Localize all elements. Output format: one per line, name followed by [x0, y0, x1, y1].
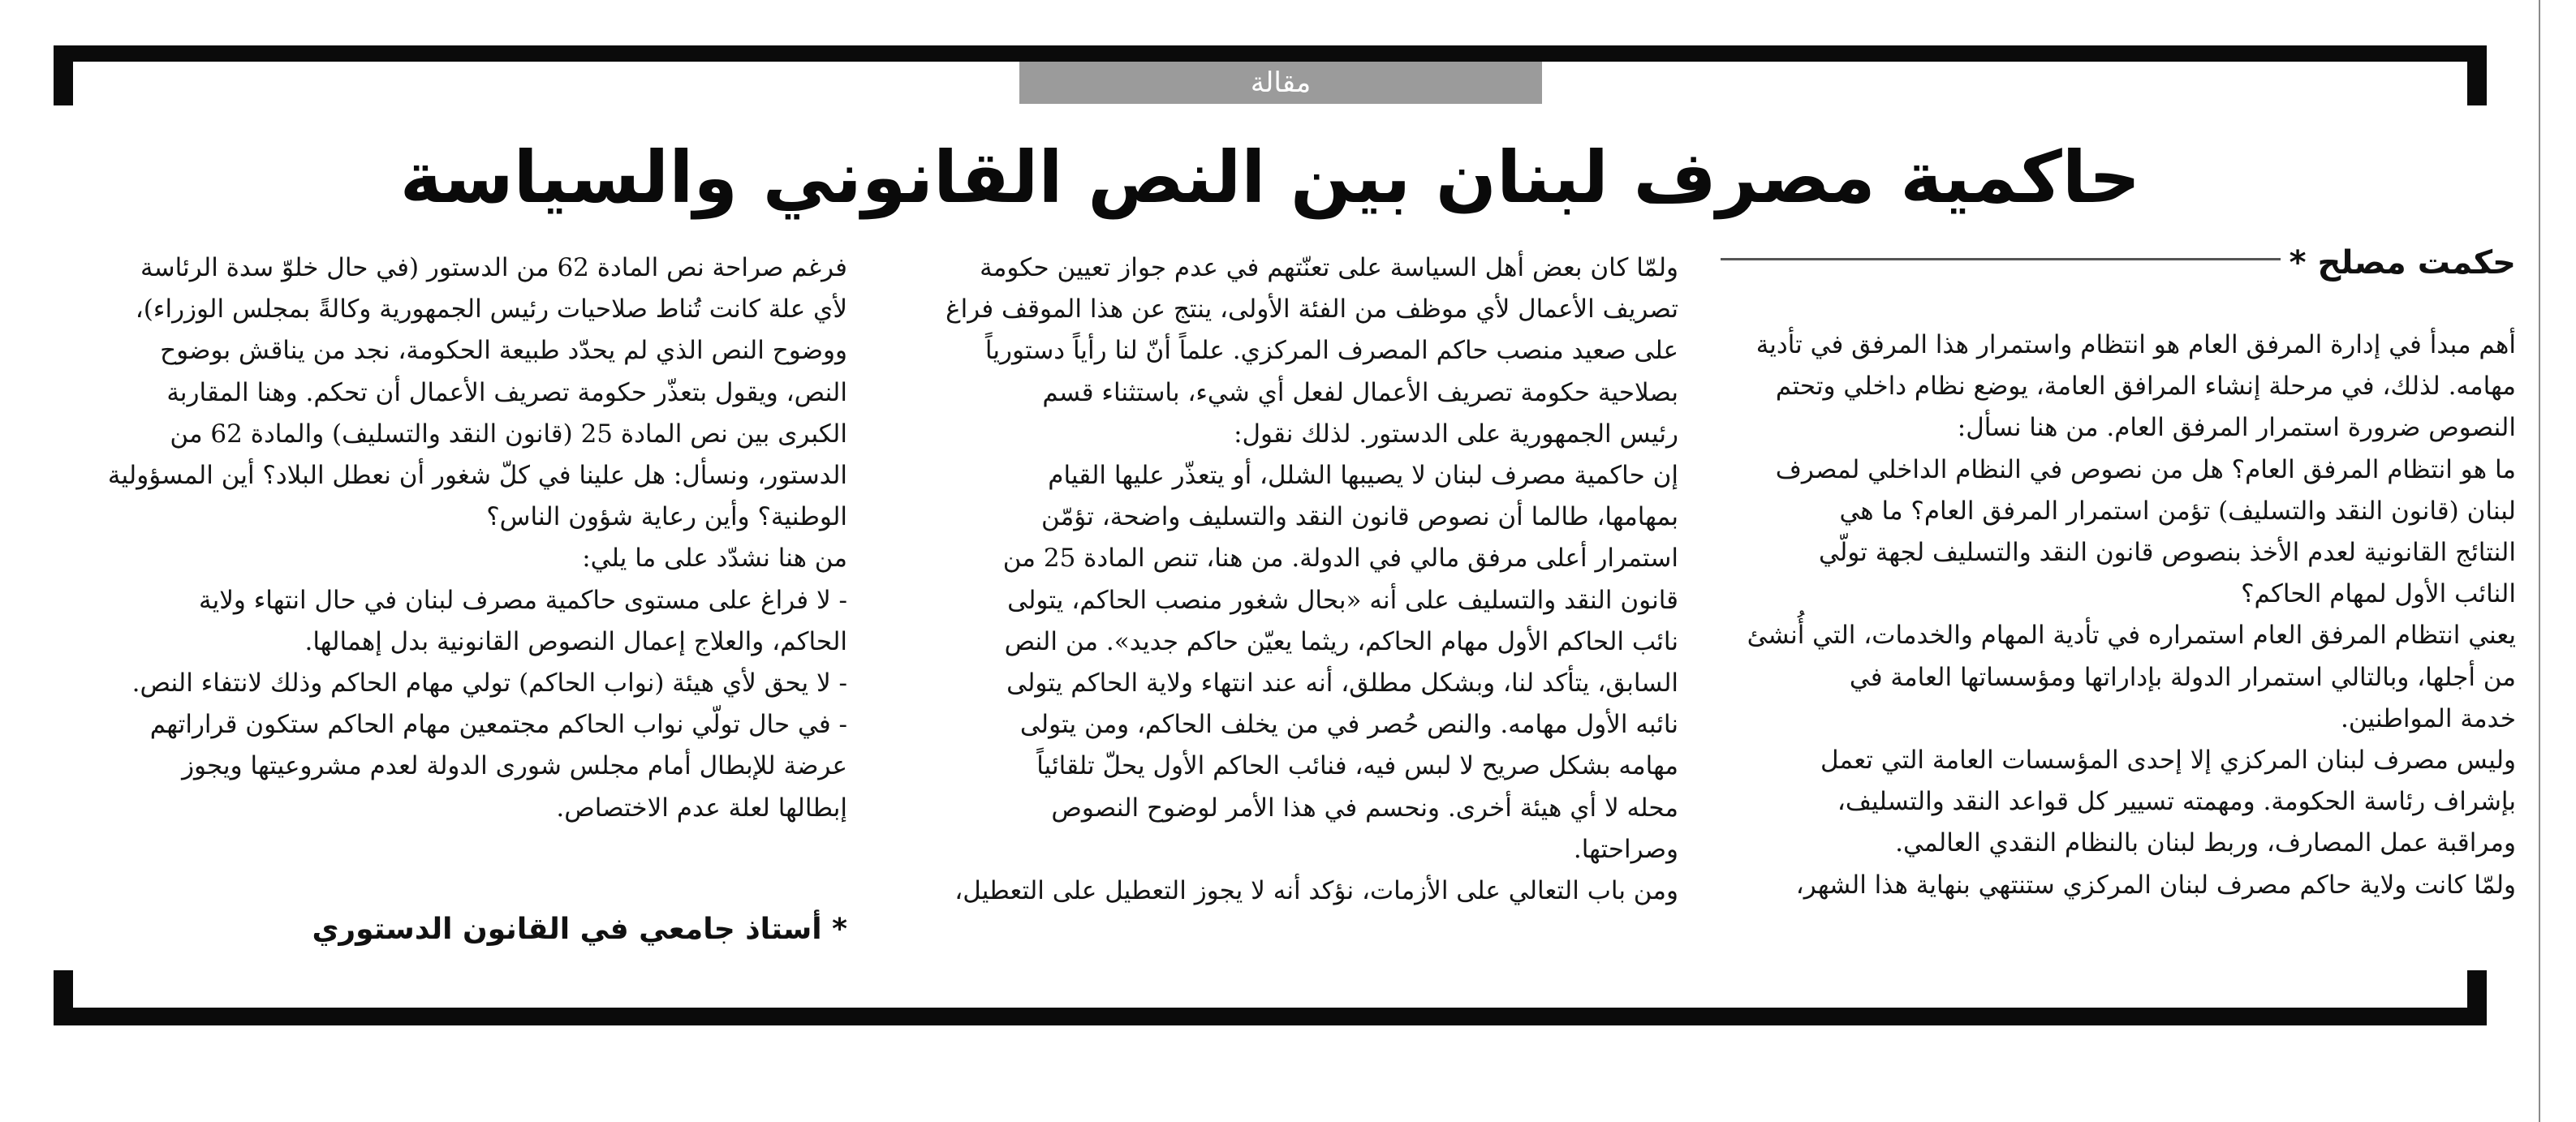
text-line: الوطنية؟ وأين رعاية شؤون الناس؟ — [486, 502, 847, 532]
text-line: - في حال تولّي نواب الحاكم مجتمعين مهام الحاكم ستكون قراراتهم — [149, 710, 847, 740]
text-line: أهم مبدأ في إدارة المرفق العام هو انتظام واستمرار هذا المرفق في تأدية — [1755, 330, 2516, 359]
text-line: يعني انتظام المرفق العام استمراره في تأدية المهام والخدمات، التي أُنشئ — [1747, 621, 2516, 651]
text-line: ما هو انتظام المرفق العام؟ هل من نصوص في النظام الداخلي لمصرف — [1775, 454, 2516, 484]
author-affiliation: * أستاذ جامعي في القانون الدستوري — [312, 913, 847, 946]
text-line: ومن باب التعالي على الأزمات، نؤكد أنه لا يجوز التعطيل على التعطيل، — [954, 876, 1678, 906]
text-line: تصريف الأعمال لأي موظف من الفئة الأولى، ينتج عن هذا الموقف فراغ — [946, 294, 1678, 325]
bottom-frame-right-post — [2467, 970, 2487, 1025]
text-line: الحاكم، والعلاج إعمال النصوص القانونية بدل إهمالها. — [304, 626, 847, 656]
text-line: مهامه. لذلك، في مرحلة إنشاء المرافق العامة، يوضع نظام داخلي وتحتم — [1775, 372, 2516, 402]
text-line: فرغم صراحة نص المادة 62 من الدستور (في حال خلوّ سدة الرئاسة — [140, 253, 847, 282]
text-line: خدمة المواطنين. — [2341, 703, 2516, 733]
top-frame-right-post — [2467, 45, 2487, 105]
text-line: ومراقبة عمل المصارف، وربط لبنان بالنظام النقدي العالمي. — [1895, 828, 2516, 858]
text-line: نائبه الأول مهامه. والنص حُصر في من يخلف الحاكم، ومن يتولى — [1019, 710, 1678, 740]
text-line: لبنان (قانون النقد والتسليف) تؤمن استمرار المرفق العام؟ ما هي — [1839, 496, 2516, 526]
text-line: إن حاكمية مصرف لبنان لا يصيبها الشلل، أو يتعذّر عليها القيام — [1048, 461, 1678, 491]
text-line: قانون النقد والتسليف على أنه «بحال شغور منصب الحاكم، يتولى — [1007, 585, 1678, 615]
author-byline: حكمت مصلح * — [2289, 244, 2516, 282]
text-line: مهامه بشكل صريح لا لبس فيه، فنائب الحاكم الأول يحلّ تلقائياً — [1036, 751, 1678, 781]
text-line: وليس مصرف لبنان المركزي إلا إحدى المؤسسات العامة التي تعمل — [1820, 746, 2516, 776]
text-line: بصلاحية حكومة تصريف الأعمال لفعل أي شيء، باستثناء قسم — [1042, 377, 1678, 407]
bottom-frame-left-post — [54, 970, 73, 1025]
text-line: الدستور، ونسأل: هل علينا في كلّ شغور أن نعطل البلاد؟ أين المسؤولية — [107, 461, 847, 491]
byline-rule — [1721, 258, 2281, 260]
article-column-middle — [888, 247, 1678, 912]
top-frame-bar — [54, 45, 2487, 62]
text-line: من أجلها، وبالتالي استمرار الدولة بإداراتها ومؤسساتها العامة في — [1849, 662, 2516, 692]
text-line: - لا فراغ على مستوى حاكمية مصرف لبنان في حال انتهاء ولاية — [198, 585, 847, 615]
text-line: على صعيد منصب حاكم المصرف المركزي. علماً أنّ لنا رأياً دستورياً — [984, 336, 1678, 366]
text-line: بإشراف رئاسة الحكومة. ومهمته تسيير كل قواعد النقد والتسليف، — [1837, 787, 2516, 817]
text-line: محله لا أي هيئة أخرى. ونحسم في هذا الأمر لوضوح النصوص — [1051, 793, 1678, 823]
section-tag: مقالة — [1019, 62, 1542, 104]
bottom-frame-bar — [54, 1008, 2487, 1025]
text-line: استمرار أعلى مرفق مالي في الدولة. من هنا، تنص المادة 25 من — [1002, 544, 1678, 574]
text-line: وصراحتها. — [1573, 834, 1678, 864]
article-headline: حاكمية مصرف لبنان بين النص القانوني والسياسة — [399, 135, 2141, 219]
article-column-right — [1722, 325, 2516, 906]
text-line: لأي علة كانت تُناط صلاحيات رئيس الجمهورية وكالةً بمجلس الوزراء)، — [135, 294, 847, 325]
page-edge-line — [2539, 0, 2540, 1122]
text-line: ولمّا كان بعض أهل السياسة على تعنّتهم في عدم جواز تعيين حكومة — [980, 253, 1678, 282]
text-line: رئيس الجمهورية على الدستور. لذلك نقول: — [1234, 419, 1678, 449]
text-line: السابق، يتأكد لنا، وبشكل مطلق، أنه عند انتهاء ولاية الحاكم يتولى — [1006, 668, 1678, 699]
top-frame-left-post — [54, 45, 73, 105]
text-line: الكبرى بين نص المادة 25 (قانون النقد والتسليف) والمادة 62 من — [170, 419, 847, 449]
text-line: النصوص ضرورة استمرار المرفق العام. من هنا نسأل: — [1957, 413, 2516, 443]
text-line: عرضة للإبطال أمام مجلس شورى الدولة لعدم مشروعيتها ويجوز — [182, 751, 847, 781]
text-line: نائب الحاكم الأول مهام الحاكم، ريثما يعيّن حاكم جديد». من النص — [1004, 626, 1678, 656]
text-line: بمهامها، طالما أن نصوص قانون النقد والتسليف واضحة، تؤمّن — [1041, 502, 1678, 532]
text-line: النتائج القانونية لعدم الأخذ بنصوص قانون النقد والتسليف لجهة تولّي — [1819, 538, 2516, 568]
text-line: - لا يحق لأي هيئة (نواب الحاكم) تولي مهام الحاكم وذلك لانتفاء النص. — [131, 668, 847, 699]
text-line: النص، ويقول بتعذّر حكومة تصريف الأعمال أن تحكم. وهنا المقاربة — [166, 377, 847, 407]
text-line: ولمّا كانت ولاية حاكم مصرف لبنان المركزي ستنتهي بنهاية هذا الشهر، — [1795, 870, 2516, 900]
text-line: ووضوح النص الذي لم يحدّد طبيعة الحكومة، نجد من يناقش بوضوح — [160, 336, 847, 366]
text-line: النائب الأول لمهام الحاكم؟ — [2241, 579, 2516, 609]
text-line: إبطالها لعلة عدم الاختصاص. — [556, 793, 847, 823]
article-column-left — [54, 247, 847, 829]
text-line: من هنا نشدّد على ما يلي: — [582, 544, 847, 574]
